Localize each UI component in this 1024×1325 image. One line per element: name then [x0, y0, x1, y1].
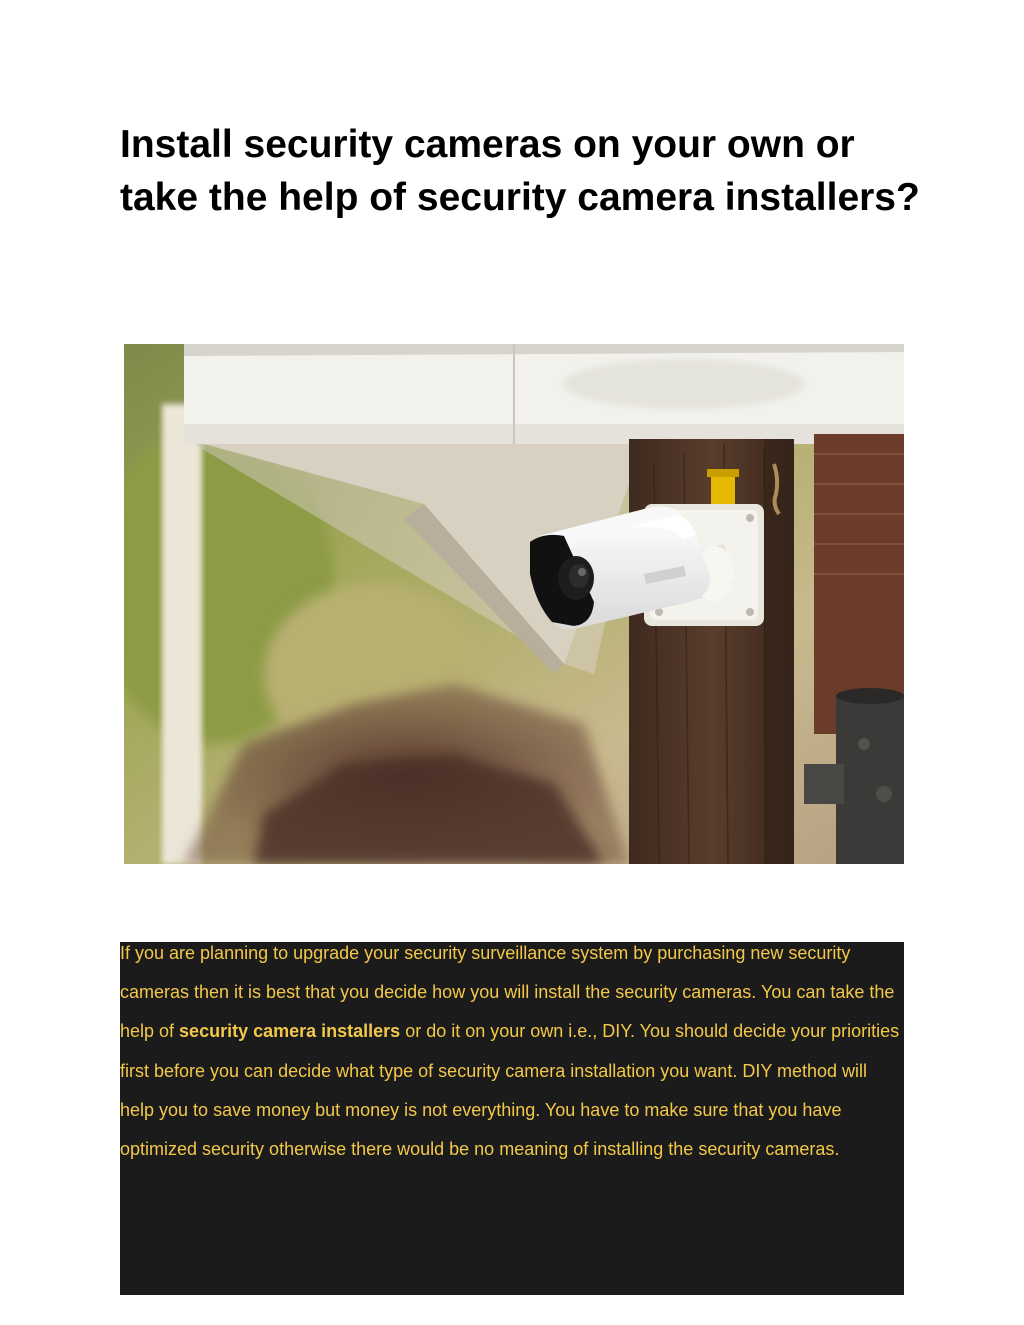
intro-text-end: or do it on your own i.e., DIY. You should decide your priorities first before you can decide what type of security camera installation you want. DIY method will help you to save money but money is not everything. You have to make sure that you have optimized security otherwise there would be no meaning of installing the security cameras. — [120, 1021, 900, 1160]
security-camera-installers-link[interactable]: security camera installers — [179, 1021, 401, 1042]
article-title: Install security cameras on your own or take the help of security camera installers? — [120, 123, 920, 219]
security-camera-photo — [124, 344, 904, 864]
intro-text-start: If you are planning to upgrade your security surveillance system by purchasing new security cameras then it is best that you decide how you will install the security cameras. You can take the help of — [120, 943, 895, 1042]
intro-paragraph — [120, 934, 900, 1169]
